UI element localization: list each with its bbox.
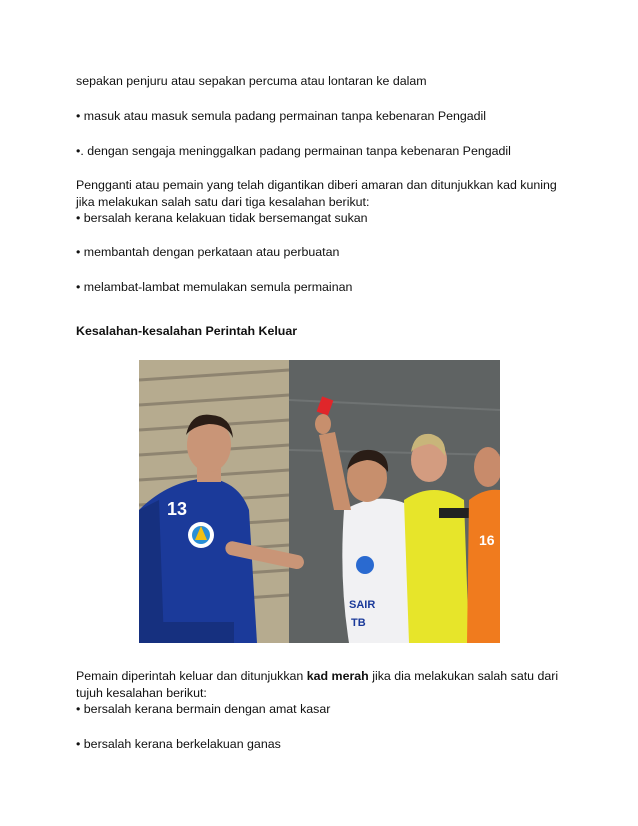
bullet-item: • bersalah kerana kelakuan tidak bersemangat sukan [76,211,368,225]
paragraph-line: Pengganti atau pemain yang telah digantikan diberi amaran dan ditunjukkan kad kuning [76,178,557,192]
bullet-item: •. dengan sengaja meninggalkan padang permainan tanpa kebenaran Pengadil [76,144,511,158]
sponsor-text-2: TB [351,617,366,629]
bullet-item: • bersalah kerana berkelakuan ganas [76,737,281,751]
jersey-number-16: 16 [479,532,495,548]
bullet-item: • bersalah kerana bermain dengan amat kasar [76,702,331,716]
jersey-number-13: 13 [167,499,188,519]
red-card-emphasis: kad merah [306,669,369,683]
bullet-item: • masuk atau masuk semula padang permainan tanpa kebenaran Pengadil [76,109,487,123]
text-segment: jika dia melakukan salah satu dari [368,669,559,683]
paragraph-line: tujuh kesalahan berikut: [76,686,207,700]
handball-red-card-photo [139,360,500,643]
paragraph-line: jika melakukan salah satu dari tiga kesalahan berikut: [76,195,370,209]
bullet-item: • membantah dengan perkataan atau perbuatan [76,245,340,259]
section-heading: Kesalahan-kesalahan Perintah Keluar [76,324,298,338]
sponsor-text: SAIR [349,599,376,611]
paragraph-line [76,668,576,685]
text-segment: Pemain diperintah keluar dan ditunjukkan [76,669,307,683]
text-line: sepakan penjuru atau sepakan percuma atau lontaran ke dalam [76,74,427,88]
bullet-item: • melambat-lambat memulakan semula permainan [76,280,353,294]
